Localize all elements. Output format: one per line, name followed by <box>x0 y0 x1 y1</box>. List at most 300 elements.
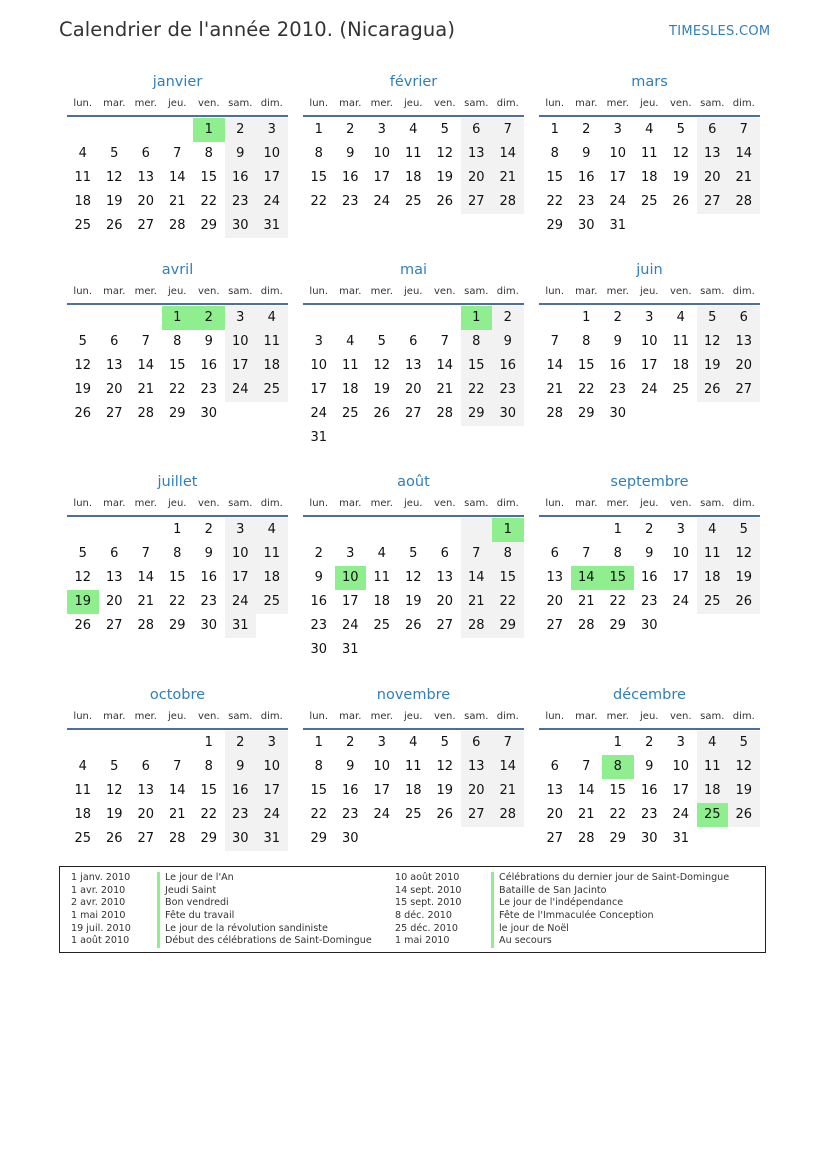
day-cell: 14 <box>546 358 564 373</box>
day-cell: 25 <box>256 590 288 614</box>
month-name: août <box>397 474 430 490</box>
day-cell: 11 <box>74 783 92 798</box>
holiday-marker-bar <box>157 872 160 948</box>
holiday-day-cell: 10 <box>335 566 367 590</box>
day-cell: 3 <box>676 735 685 750</box>
day-cell: 29 <box>310 831 328 846</box>
weekday-label: mer. <box>134 711 157 722</box>
day-cell: 15 <box>461 354 493 378</box>
day-cell: 26 <box>404 618 422 633</box>
day-cell: 29 <box>461 402 493 426</box>
day-cell: 10 <box>225 542 257 566</box>
day-cell: 16 <box>341 170 359 185</box>
day-cell: 10 <box>256 142 288 166</box>
day-cell: 18 <box>341 382 359 397</box>
month-name: janvier <box>152 74 203 90</box>
day-cell: 5 <box>110 146 119 161</box>
holiday-name: Au secours <box>499 935 552 947</box>
empty-cell <box>539 306 571 330</box>
month-name: juillet <box>157 474 198 490</box>
day-cell: 11 <box>341 358 359 373</box>
day-cell: 19 <box>105 194 123 209</box>
day-cell: 31 <box>310 430 328 445</box>
day-cell: 3 <box>676 522 685 537</box>
holiday-date: 1 janv. 2010 <box>71 872 131 883</box>
day-cell: 5 <box>78 334 87 349</box>
day-cell: 15 <box>200 170 218 185</box>
empty-cell <box>130 731 162 755</box>
day-cell: 2 <box>346 122 355 137</box>
day-cell: 28 <box>546 406 564 421</box>
day-cell: 13 <box>436 570 454 585</box>
day-cell: 28 <box>137 618 155 633</box>
day-cell: 11 <box>672 334 690 349</box>
weekday-header <box>303 706 524 730</box>
weekday-label: mer. <box>370 98 393 109</box>
day-cell: 23 <box>609 382 627 397</box>
day-cell: 17 <box>373 170 391 185</box>
day-cell: 15 <box>200 783 218 798</box>
day-cell: 16 <box>341 783 359 798</box>
day-grid <box>303 306 524 450</box>
weekday-header <box>303 281 524 305</box>
day-cell: 1 <box>204 735 213 750</box>
weekday-label: dim. <box>260 286 283 297</box>
day-cell: 28 <box>577 618 595 633</box>
weekday-label: dim. <box>732 498 755 509</box>
day-cell: 11 <box>256 542 288 566</box>
day-cell: 18 <box>697 779 729 803</box>
weekday-label: ven. <box>197 286 220 297</box>
day-cell: 16 <box>640 570 658 585</box>
day-cell: 23 <box>492 378 524 402</box>
day-cell: 23 <box>225 190 257 214</box>
day-cell: 6 <box>461 731 493 755</box>
weekday-label: dim. <box>732 286 755 297</box>
day-cell: 22 <box>609 594 627 609</box>
day-cell: 30 <box>577 218 595 233</box>
day-cell: 14 <box>137 358 155 373</box>
day-cell: 17 <box>256 779 288 803</box>
day-cell: 9 <box>645 546 654 561</box>
month-name: octobre <box>149 687 206 703</box>
day-cell: 30 <box>609 406 627 421</box>
empty-cell <box>366 306 398 330</box>
weekday-header <box>539 93 760 117</box>
day-cell: 28 <box>168 218 186 233</box>
day-cell: 21 <box>137 594 155 609</box>
day-cell: 1 <box>613 522 622 537</box>
day-cell: 16 <box>640 783 658 798</box>
day-cell: 6 <box>110 546 119 561</box>
empty-cell <box>398 518 430 542</box>
holiday-name: Célébrations du dernier jour de Saint-Domingue <box>499 872 730 883</box>
day-cell: 17 <box>640 358 658 373</box>
day-cell: 7 <box>582 546 591 561</box>
holiday-name: Le jour de la révolution sandiniste <box>165 922 328 934</box>
day-cell: 18 <box>404 170 422 185</box>
day-cell: 7 <box>440 334 449 349</box>
empty-cell <box>99 518 131 542</box>
day-cell: 15 <box>492 566 524 590</box>
weekday-label: lun. <box>545 286 565 297</box>
weekday-label: ven. <box>433 711 456 722</box>
weekday-label: dim. <box>496 98 519 109</box>
weekday-header <box>67 706 288 730</box>
weekday-label: mar. <box>339 711 362 722</box>
day-cell: 22 <box>577 382 595 397</box>
day-cell: 21 <box>436 382 454 397</box>
day-cell: 11 <box>74 170 92 185</box>
holiday-day-cell: 25 <box>697 803 729 827</box>
day-cell: 23 <box>341 194 359 209</box>
weekday-label: dim. <box>496 498 519 509</box>
day-cell: 23 <box>640 594 658 609</box>
day-cell: 12 <box>672 146 690 161</box>
day-cell: 24 <box>609 194 627 209</box>
day-cell: 2 <box>613 310 622 325</box>
weekday-label: lun. <box>73 286 93 297</box>
holiday-day-cell: 1 <box>193 118 225 142</box>
day-cell: 17 <box>373 783 391 798</box>
day-cell: 20 <box>105 382 123 397</box>
day-cell: 25 <box>404 807 422 822</box>
day-cell: 21 <box>137 382 155 397</box>
day-grid <box>539 731 760 851</box>
day-cell: 28 <box>461 614 493 638</box>
day-cell: 8 <box>204 146 213 161</box>
day-cell: 5 <box>110 759 119 774</box>
day-cell: 29 <box>168 406 186 421</box>
day-cell: 22 <box>310 194 328 209</box>
holiday-date: 10 août 2010 <box>395 872 460 883</box>
day-cell: 19 <box>697 354 729 378</box>
month-name: septembre <box>610 474 689 490</box>
day-cell: 8 <box>461 330 493 354</box>
day-cell: 8 <box>613 546 622 561</box>
day-cell: 17 <box>256 166 288 190</box>
day-cell: 31 <box>225 614 257 638</box>
day-cell: 26 <box>105 831 123 846</box>
day-cell: 22 <box>168 382 186 397</box>
day-cell: 15 <box>168 358 186 373</box>
day-cell: 9 <box>225 142 257 166</box>
day-cell: 2 <box>314 546 323 561</box>
day-cell: 30 <box>225 214 257 238</box>
day-cell: 9 <box>645 759 654 774</box>
empty-cell <box>67 118 99 142</box>
day-cell: 25 <box>672 382 690 397</box>
day-cell: 26 <box>728 803 760 827</box>
day-cell: 14 <box>137 570 155 585</box>
holiday-name: Fête du travail <box>165 910 235 922</box>
day-cell: 21 <box>168 807 186 822</box>
day-cell: 20 <box>461 779 493 803</box>
weekday-label: ven. <box>669 98 692 109</box>
day-cell: 4 <box>346 334 355 349</box>
weekday-label: jeu. <box>640 98 659 109</box>
weekday-label: ven. <box>197 498 220 509</box>
site-link[interactable]: TIMESLES.COM <box>669 24 771 39</box>
day-cell: 9 <box>613 334 622 349</box>
day-cell: 6 <box>728 306 760 330</box>
day-cell: 4 <box>645 122 654 137</box>
holiday-date: 2 avr. 2010 <box>71 897 126 909</box>
day-cell: 8 <box>582 334 591 349</box>
day-cell: 3 <box>346 546 355 561</box>
day-grid <box>303 518 524 662</box>
weekday-label: dim. <box>732 711 755 722</box>
day-cell: 24 <box>373 194 391 209</box>
weekday-label: mar. <box>339 498 362 509</box>
day-cell: 24 <box>373 807 391 822</box>
weekday-header <box>67 93 288 117</box>
day-cell: 27 <box>546 618 564 633</box>
empty-cell <box>366 518 398 542</box>
weekday-label: ven. <box>669 498 692 509</box>
weekday-header <box>303 93 524 117</box>
day-cell: 13 <box>546 570 564 585</box>
day-cell: 3 <box>377 735 386 750</box>
day-cell: 12 <box>74 358 92 373</box>
day-cell: 16 <box>200 358 218 373</box>
weekday-label: mar. <box>339 98 362 109</box>
day-cell: 18 <box>672 358 690 373</box>
day-cell: 20 <box>105 594 123 609</box>
empty-cell <box>303 306 335 330</box>
day-cell: 1 <box>613 735 622 750</box>
weekday-label: mar. <box>103 98 126 109</box>
day-cell: 28 <box>436 406 454 421</box>
day-cell: 2 <box>225 118 257 142</box>
day-cell: 6 <box>550 546 559 561</box>
empty-cell <box>130 118 162 142</box>
day-grid <box>303 118 524 214</box>
day-cell: 24 <box>256 803 288 827</box>
weekday-label: sam. <box>700 711 725 722</box>
empty-cell <box>162 731 194 755</box>
day-cell: 26 <box>728 590 760 614</box>
weekday-label: dim. <box>260 711 283 722</box>
month-4 <box>303 259 524 450</box>
holiday-date: 25 déc. 2010 <box>395 922 459 934</box>
day-cell: 22 <box>200 807 218 822</box>
day-cell: 23 <box>225 803 257 827</box>
day-cell: 20 <box>461 166 493 190</box>
day-cell: 2 <box>645 522 654 537</box>
day-cell: 13 <box>697 142 729 166</box>
month-name: février <box>389 74 438 90</box>
month-name: novembre <box>376 687 451 703</box>
day-cell: 23 <box>310 618 328 633</box>
day-cell: 11 <box>697 755 729 779</box>
weekday-label: sam. <box>700 498 725 509</box>
day-cell: 5 <box>409 546 418 561</box>
day-cell: 4 <box>697 731 729 755</box>
day-cell: 24 <box>341 618 359 633</box>
day-cell: 23 <box>200 594 218 609</box>
day-cell: 14 <box>461 566 493 590</box>
day-cell: 19 <box>436 170 454 185</box>
weekday-label: mar. <box>575 98 598 109</box>
day-cell: 6 <box>409 334 418 349</box>
day-cell: 29 <box>200 831 218 846</box>
day-cell: 25 <box>256 378 288 402</box>
day-cell: 5 <box>728 518 760 542</box>
weekday-label: mer. <box>370 286 393 297</box>
month-name: mars <box>631 74 668 90</box>
day-cell: 30 <box>225 827 257 851</box>
day-cell: 27 <box>137 831 155 846</box>
month-name: mai <box>399 262 428 278</box>
empty-cell <box>398 306 430 330</box>
day-cell: 24 <box>672 807 690 822</box>
day-cell: 30 <box>200 406 218 421</box>
day-cell: 8 <box>173 334 182 349</box>
day-cell: 9 <box>492 330 524 354</box>
day-cell: 7 <box>492 118 524 142</box>
holiday-names-left <box>165 872 372 948</box>
day-cell: 26 <box>373 406 391 421</box>
day-cell: 28 <box>168 831 186 846</box>
day-cell: 6 <box>440 546 449 561</box>
weekday-label: mar. <box>103 498 126 509</box>
day-cell: 4 <box>78 759 87 774</box>
day-cell: 8 <box>314 146 323 161</box>
day-cell: 17 <box>225 566 257 590</box>
day-cell: 4 <box>256 306 288 330</box>
day-cell: 15 <box>577 358 595 373</box>
day-cell: 15 <box>310 170 328 185</box>
day-cell: 28 <box>492 803 524 827</box>
day-cell: 18 <box>74 194 92 209</box>
day-cell: 25 <box>640 194 658 209</box>
month-11 <box>539 684 760 851</box>
day-cell: 2 <box>492 306 524 330</box>
day-cell: 9 <box>346 146 355 161</box>
day-cell: 22 <box>168 594 186 609</box>
day-cell: 3 <box>377 122 386 137</box>
day-cell: 16 <box>492 354 524 378</box>
weekday-label: sam. <box>228 286 253 297</box>
day-cell: 14 <box>168 170 186 185</box>
day-cell: 20 <box>137 807 155 822</box>
empty-cell <box>67 731 99 755</box>
day-cell: 13 <box>461 755 493 779</box>
weekday-label: lun. <box>309 711 329 722</box>
day-cell: 4 <box>409 122 418 137</box>
day-cell: 9 <box>204 334 213 349</box>
day-cell: 26 <box>697 378 729 402</box>
holiday-day-cell: 1 <box>492 518 524 542</box>
holiday-name: Le jour de l'An <box>165 872 234 883</box>
day-cell: 19 <box>728 566 760 590</box>
day-cell: 23 <box>640 807 658 822</box>
empty-cell <box>429 518 461 542</box>
day-cell: 10 <box>373 759 391 774</box>
day-cell: 30 <box>640 618 658 633</box>
weekday-label: dim. <box>260 498 283 509</box>
day-cell: 6 <box>550 759 559 774</box>
day-grid <box>539 118 760 238</box>
month-6 <box>67 471 288 638</box>
day-cell: 1 <box>314 122 323 137</box>
day-cell: 29 <box>609 831 627 846</box>
day-cell: 7 <box>728 118 760 142</box>
day-cell: 24 <box>225 378 257 402</box>
day-cell: 19 <box>728 779 760 803</box>
day-cell: 11 <box>404 759 422 774</box>
day-cell: 24 <box>672 594 690 609</box>
month-1 <box>303 71 524 214</box>
weekday-label: mar. <box>339 286 362 297</box>
weekday-label: jeu. <box>404 498 423 509</box>
weekday-label: jeu. <box>168 498 187 509</box>
empty-cell <box>335 518 367 542</box>
day-cell: 21 <box>546 382 564 397</box>
holiday-dates-right <box>395 872 462 948</box>
day-cell: 17 <box>225 354 257 378</box>
weekday-label: jeu. <box>640 711 659 722</box>
weekday-label: mar. <box>575 498 598 509</box>
day-cell: 29 <box>609 618 627 633</box>
weekday-label: ven. <box>433 498 456 509</box>
day-cell: 27 <box>461 190 493 214</box>
day-cell: 15 <box>609 783 627 798</box>
day-cell: 13 <box>137 783 155 798</box>
weekday-label: sam. <box>228 498 253 509</box>
day-cell: 12 <box>404 570 422 585</box>
empty-cell <box>571 731 603 755</box>
weekday-label: ven. <box>433 98 456 109</box>
day-cell: 9 <box>204 546 213 561</box>
day-cell: 14 <box>492 142 524 166</box>
day-cell: 20 <box>137 194 155 209</box>
weekday-label: sam. <box>464 98 489 109</box>
weekday-label: ven. <box>197 98 220 109</box>
weekday-label: mer. <box>606 286 629 297</box>
day-cell: 7 <box>582 759 591 774</box>
day-cell: 24 <box>225 590 257 614</box>
weekday-header <box>67 281 288 305</box>
day-cell: 29 <box>492 614 524 638</box>
day-cell: 19 <box>404 594 422 609</box>
day-cell: 5 <box>697 306 729 330</box>
day-cell: 5 <box>676 122 685 137</box>
weekday-label: lun. <box>309 286 329 297</box>
day-cell: 27 <box>137 218 155 233</box>
day-cell: 21 <box>492 166 524 190</box>
day-cell: 13 <box>461 142 493 166</box>
day-cell: 30 <box>640 831 658 846</box>
day-cell: 6 <box>110 334 119 349</box>
day-cell: 27 <box>728 378 760 402</box>
holiday-marker-bar <box>491 872 494 948</box>
weekday-label: mar. <box>103 286 126 297</box>
day-cell: 29 <box>200 218 218 233</box>
day-cell: 2 <box>582 122 591 137</box>
day-cell: 19 <box>74 382 92 397</box>
day-cell: 21 <box>728 166 760 190</box>
day-cell: 17 <box>672 570 690 585</box>
day-cell: 13 <box>404 358 422 373</box>
day-cell: 17 <box>341 594 359 609</box>
day-cell: 31 <box>341 642 359 657</box>
day-cell: 29 <box>546 218 564 233</box>
day-cell: 31 <box>256 214 288 238</box>
weekday-label: lun. <box>73 498 93 509</box>
day-cell: 28 <box>137 406 155 421</box>
